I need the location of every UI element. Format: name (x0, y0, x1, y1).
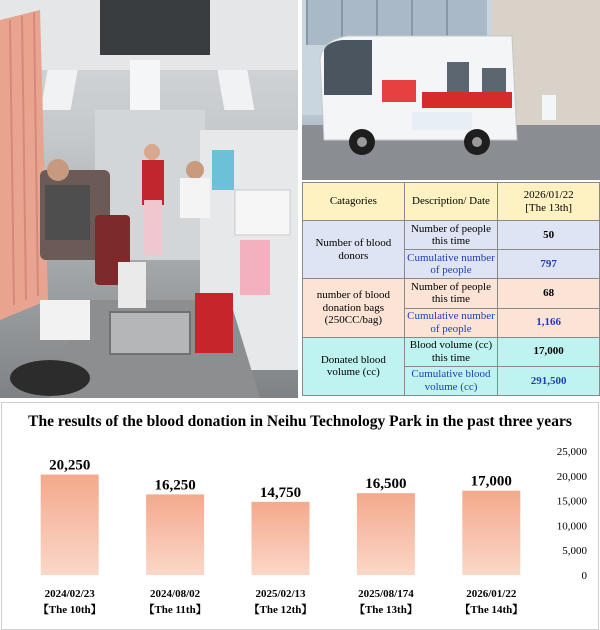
y-tick-label: 20,000 (556, 470, 587, 483)
y-tick-label: 0 (581, 570, 587, 582)
description-cell: Blood volume (cc) this time (404, 337, 498, 366)
description-cell: Cumulative number of people (404, 308, 498, 337)
category-cell: number of blood donation bags (250CC/bag) (303, 279, 405, 337)
ceiling-vent (100, 0, 210, 55)
bar (41, 475, 99, 575)
bar (146, 494, 204, 575)
y-tick-label: 5,000 (562, 545, 587, 558)
chart-title: The results of the blood donation in Neihu Technology Park in the past three years (28, 413, 572, 430)
ceiling-light (130, 60, 160, 115)
bus-exterior-photo (302, 0, 600, 180)
header-edition: [The 13th] (525, 201, 572, 214)
bar (462, 491, 520, 575)
y-tick-label: 15,000 (556, 495, 587, 508)
header-categories: Catagories (303, 183, 405, 221)
x-tick-label: 2025/08/174 (358, 588, 414, 600)
bus-exterior-illustration (302, 0, 600, 180)
x-tick-label: 2024/02/23 (44, 588, 95, 600)
nurse-person (144, 144, 160, 160)
y-tick-label: 25,000 (556, 446, 587, 458)
category-cell: Donated blood volume (cc) (303, 337, 405, 395)
value-cell: 1,166 (498, 308, 600, 337)
table-row (303, 337, 600, 366)
value-cell: 797 (498, 250, 600, 279)
bar-value-label: 14,750 (259, 484, 302, 501)
description-cell: Cumulative number of people (404, 250, 498, 279)
value-cell: 50 (498, 221, 600, 250)
description-cell: Cumulative blood volume (cc) (404, 366, 498, 395)
value-cell: 291,500 (498, 366, 600, 395)
monitor (212, 150, 234, 190)
bus-banner (422, 92, 512, 108)
donation-bar-chart (2, 403, 598, 629)
table-header-row (303, 183, 600, 221)
stool (10, 360, 90, 396)
x-tick-sublabel: 【The 12th】 (248, 604, 313, 616)
bar-value-label: 20,250 (49, 457, 91, 474)
header-date-value: 2026/01/22 (523, 188, 574, 201)
header-date (498, 183, 600, 221)
category-cell: Number of blood donors (303, 221, 405, 279)
description-cell: Number of people this time (404, 221, 498, 250)
x-tick-sublabel: 【The 11th】 (143, 604, 207, 616)
value-cell: 17,000 (498, 337, 600, 366)
bar-value-label: 16,500 (365, 476, 407, 493)
x-tick-sublabel: 【The 13th】 (353, 604, 418, 616)
donation-stats-table (302, 182, 600, 396)
red-bin (195, 293, 233, 353)
bus-interior-photo (0, 0, 298, 398)
bar (252, 502, 310, 575)
header-description: Description/ Date (404, 183, 498, 221)
x-tick-sublabel: 【The 10th】 (37, 604, 102, 616)
x-tick-label: 2024/08/02 (150, 588, 201, 600)
x-tick-label: 2025/02/13 (255, 588, 306, 600)
value-cell: 68 (498, 279, 600, 308)
bar-value-label: 17,000 (470, 473, 512, 490)
y-tick-label: 10,000 (556, 520, 587, 533)
table-row (303, 279, 600, 308)
bar (357, 493, 415, 575)
description-cell: Number of people this time (404, 279, 498, 308)
donor-person (47, 159, 69, 181)
floor-mat (110, 312, 190, 354)
donation-stats-table-wrapper (302, 182, 600, 396)
bus-interior-illustration (0, 0, 298, 398)
x-tick-label: 2026/01/22 (466, 588, 517, 600)
table-row (303, 221, 600, 250)
bar-value-label: 16,250 (154, 477, 196, 494)
donation-chart-panel (1, 402, 599, 630)
x-tick-sublabel: 【The 14th】 (459, 604, 524, 616)
